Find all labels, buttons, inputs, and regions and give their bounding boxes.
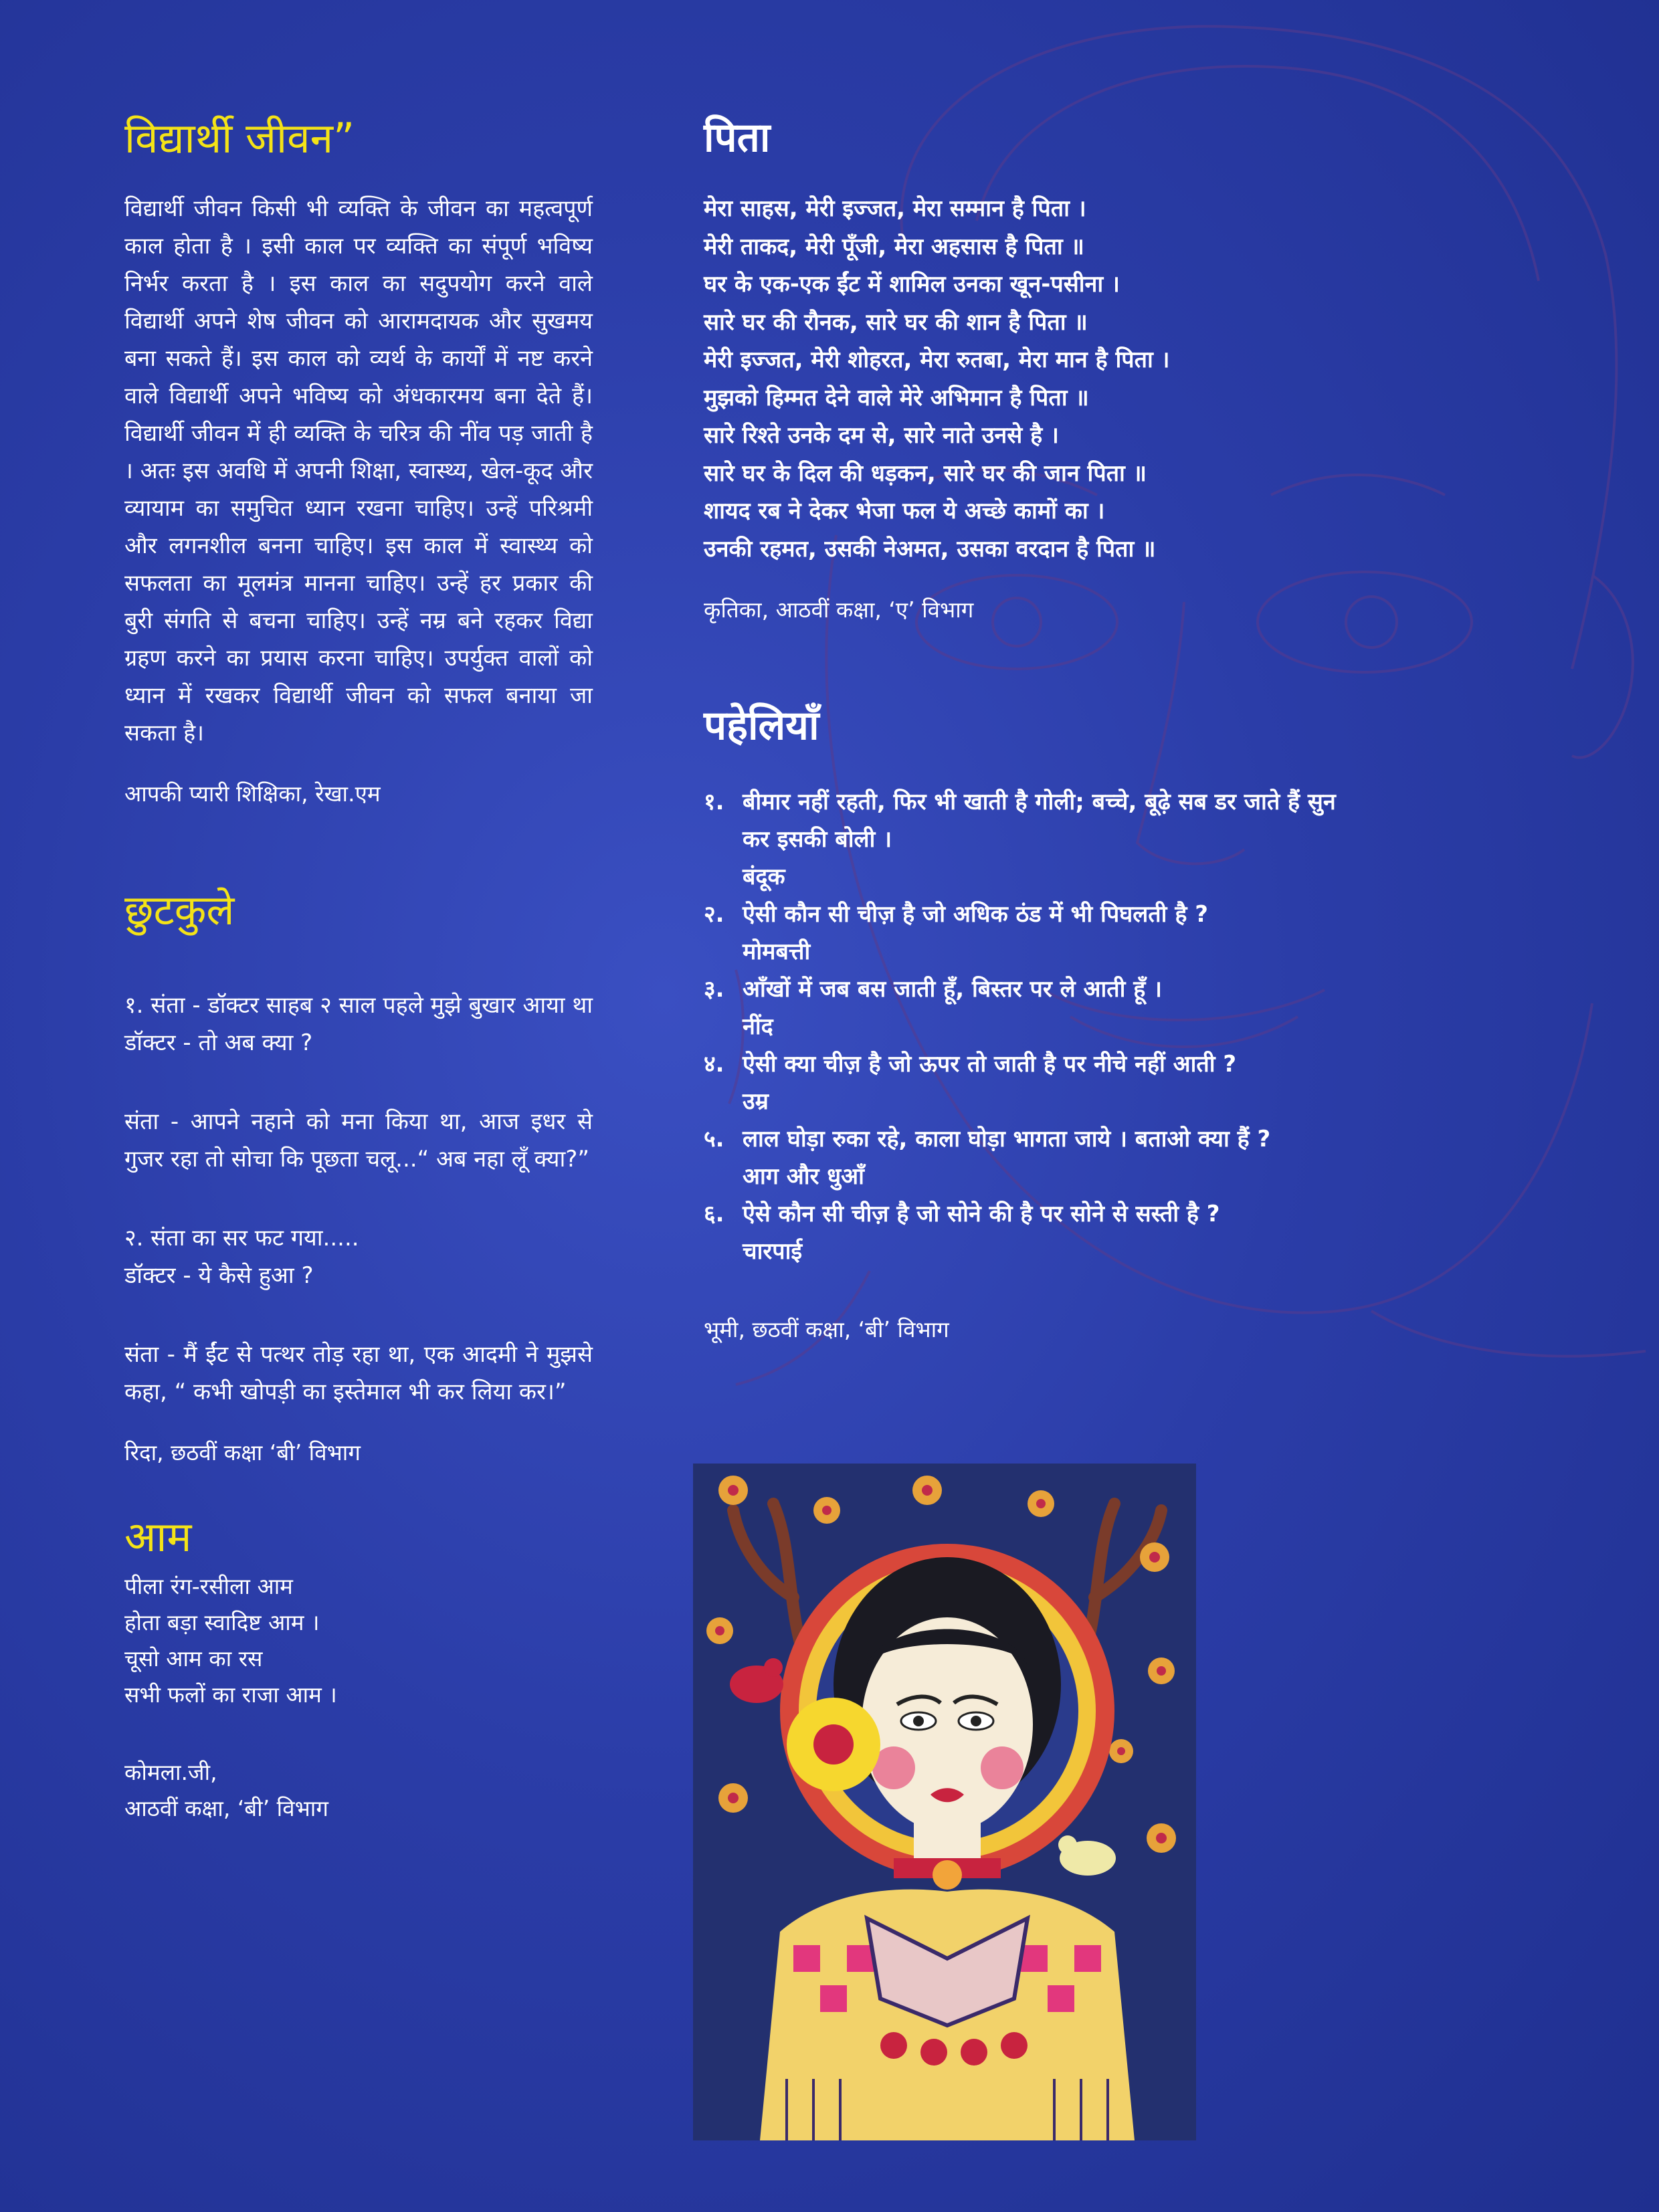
student-painting xyxy=(693,1464,1196,2140)
joke-1-answer: संता - आपने नहाने को मना किया था, आज इधर से गुजर रहा तो सोचा कि पूछता चलू...“ अब नहा लूँ क्या?” xyxy=(124,1108,593,1173)
poem-line: सारे घर की रौनक, सारे घर की शान है पिता ॥ xyxy=(704,308,1088,336)
riddle-answer: बंदूक xyxy=(743,864,785,890)
riddle-question: ऐसी कौन सी चीज़ है जो अधिक ठंड में भी पिघलती है ? xyxy=(743,901,1208,928)
riddle-question: बीमार नहीं रहती, फिर भी खाती है गोली; बच्चे, बूढ़े सब डर जाते हैं सुन कर इसकी बोली । xyxy=(743,789,1336,853)
painting-illustration xyxy=(693,1464,1196,2140)
riddle-item xyxy=(704,971,1359,1045)
riddle-answer: मोमबत्ती xyxy=(743,938,811,965)
poem-line: सारे रिश्ते उनके दम से, सारे नाते उनसे है । xyxy=(704,422,1059,449)
joke-1-question: १. संता - डॉक्टर साहब २ साल पहले मुझे बुखार आया था डॉक्टर - तो अब क्या ? xyxy=(124,991,593,1056)
riddle-number: ३. xyxy=(704,976,724,1003)
joke-2-line-1: २. संता का सर फट गया..... xyxy=(124,1224,359,1251)
poem-line: सारे घर के दिल की धड़कन, सारे घर की जान पिता ॥ xyxy=(704,460,1147,487)
joke-2-line-2: डॉक्टर - ये कैसे हुआ ? xyxy=(124,1262,314,1289)
author-komala-name: कोमला.जी, xyxy=(124,1759,217,1786)
poem-line: मेरी ताकद, मेरी पूँजी, मेरा अहसास है पिता ॥ xyxy=(704,233,1084,260)
riddle-question: लाल घोड़ा रुका रहे, काला घोड़ा भागता जाये । बताओ क्या हैं ? xyxy=(743,1126,1271,1152)
riddle-question: आँखों में जब बस जाती हूँ, बिस्तर पर ले आती हूँ । xyxy=(743,976,1163,1003)
riddle-answer: उम्र xyxy=(743,1088,769,1115)
poem-line: मेरा साहस, मेरी इज्जत, मेरा सम्मान है पिता । xyxy=(704,195,1086,222)
article-title-mango: आम xyxy=(124,1512,192,1561)
riddles-list xyxy=(704,783,1359,1270)
riddle-item xyxy=(704,783,1359,896)
right-column xyxy=(704,114,1359,1348)
mango-line: चूसो आम का रस xyxy=(124,1645,263,1672)
riddle-item xyxy=(704,1120,1359,1195)
mango-line: सभी फलों का राजा आम । xyxy=(124,1682,337,1708)
poem-title-father: पिता xyxy=(704,114,771,161)
poem-line: मुझको हिम्मत देने वाले मेरे अभिमान है पिता ॥ xyxy=(704,384,1089,411)
riddle-question: ऐसी क्या चीज़ है जो ऊपर तो जाती है पर नीचे नहीं आती ? xyxy=(743,1051,1237,1078)
author-bhumi: भूमी, छठवीं कक्षा, ‘बी’ विभाग xyxy=(704,1316,949,1342)
article-title-student-life: विद्यार्थी जीवन” xyxy=(124,114,355,163)
poem-line: मेरी इज्जत, मेरी शोहरत, मेरा रुतबा, मेरा मान है पिता । xyxy=(704,346,1170,373)
author-komala-class: आठवीं कक्षा, ‘बी’ विभाग xyxy=(124,1795,328,1822)
author-rekha: आपकी प्यारी शिक्षिका, रेखा.एम xyxy=(124,781,381,807)
poem-line: शायद रब ने देकर भेजा फल ये अच्छे कामों का । xyxy=(704,498,1105,524)
joke-2-answer: संता - मैं ईंट से पत्थर तोड़ रहा था, एक आदमी ने मुझसे कहा, “ कभी खोपड़ी का इस्तेमाल भी कर लिया कर।” xyxy=(124,1340,593,1405)
mango-line: पीला रंग-रसीला आम xyxy=(124,1573,293,1600)
riddle-item xyxy=(704,1195,1359,1270)
riddle-question: ऐसे कौन सी चीज़ है जो सोने की है पर सोने से सस्ती है ? xyxy=(743,1201,1220,1227)
riddle-answer: आग और धुआँ xyxy=(743,1163,864,1190)
article-body-student-life: विद्यार्थी जीवन किसी भी व्यक्ति के जीवन का महत्वपूर्ण काल होता है । इसी काल पर व्यक्ति का संपूर्ण भविष्य निर्भर करता है । इस काल का सदुपयोग करने वाले विद्यार्थी अपने शेष जीवन को आरामदायक और सुखमय बना सकते हैं। इस काल को व्यर्थ के कार्यों में नष्ट करने वाले विद्यार्थी अपने भविष्य को अंधकारमय बना देते हैं। विद्यार्थी जीवन में ही व्यक्ति के चरित्र की नींव पड़ जाती है । अतः इस अवधि में अपनी शिक्षा, स्वास्थ्य, खेल-कूद और व्यायाम का समुचित ध्यान रखना चाहिए। उन्हें परिश्रमी और लगनशील बनना चाहिए। इस काल में स्वास्थ्य को सफलता का मूलमंत्र मानना चाहिए। उन्हें हर प्रकार की बुरी संगति से बचना चाहिए। उन्हें नम्र बने रहकर विद्या ग्रहण करने का प्रयास करना चाहिए। उपर्युक्त वालों को ध्यान में रखकर विद्यार्थी जीवन को सफल बनाया जा सकता है। xyxy=(124,195,593,747)
author-rida: रिदा, छठवीं कक्षा ‘बी’ विभाग xyxy=(124,1439,361,1466)
riddles-title: पहेलियाँ xyxy=(704,702,819,749)
riddle-number: २. xyxy=(704,901,724,928)
poem-line: घर के एक-एक ईंट में शामिल उनका खून-पसीना । xyxy=(704,271,1120,298)
riddle-number: १. xyxy=(704,789,724,815)
poem-line: उनकी रहमत, उसकी नेअमत, उसका वरदान है पिता ॥ xyxy=(704,535,1156,563)
riddle-answer: नींद xyxy=(743,1013,773,1040)
riddle-item xyxy=(704,1045,1359,1120)
left-column xyxy=(124,114,593,1827)
riddle-number: ४. xyxy=(704,1051,724,1078)
mango-line: होता बड़ा स्वादिष्ट आम । xyxy=(124,1609,320,1636)
riddle-answer: चारपाई xyxy=(743,1238,803,1265)
author-kritika: कृतिका, आठवीं कक्षा, ‘ए’ विभाग xyxy=(704,597,974,623)
article-title-jokes: छुटकुले xyxy=(124,886,235,935)
riddle-item xyxy=(704,896,1359,971)
riddle-number: ६. xyxy=(704,1201,724,1227)
riddle-number: ५. xyxy=(704,1126,724,1152)
poem-body xyxy=(704,190,1359,568)
